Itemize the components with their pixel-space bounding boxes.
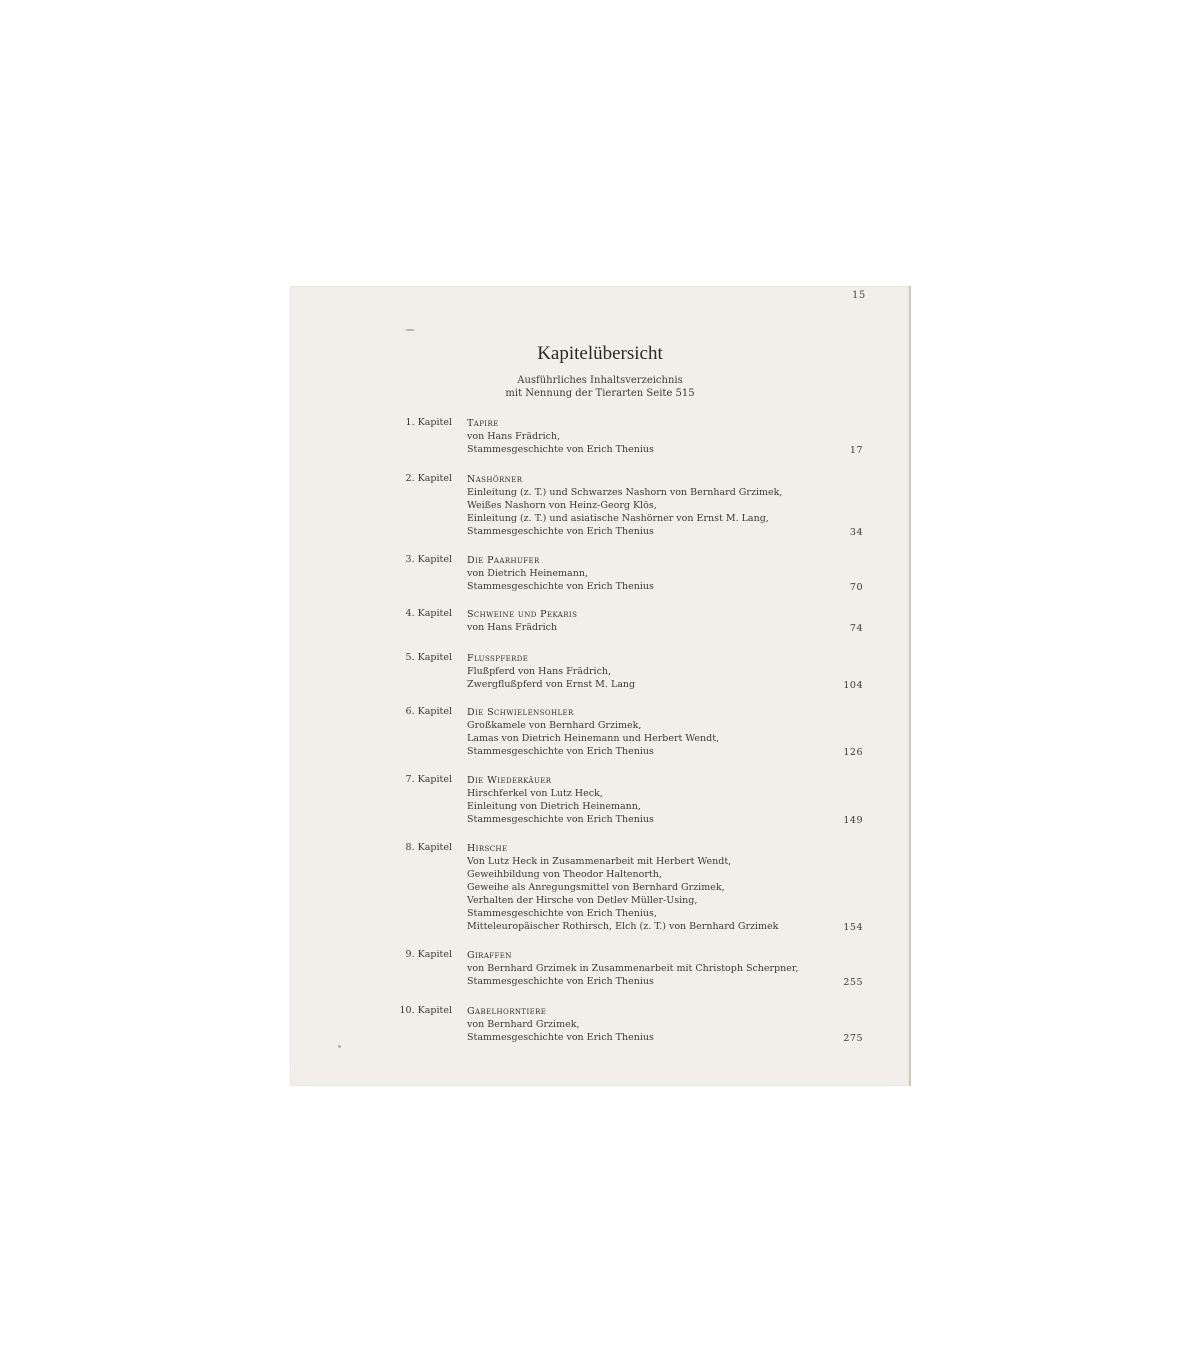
chapter-details bbox=[467, 1005, 847, 1044]
chapter-page-number: 17 bbox=[849, 445, 863, 456]
subtitle-line: mit Nennung der Tierarten Seite 515 bbox=[505, 388, 695, 399]
chapter-label: 8. Kapitel bbox=[405, 842, 452, 853]
chapter-label: 7. Kapitel bbox=[405, 774, 452, 785]
chapter-page-number: 126 bbox=[843, 747, 863, 758]
chapter-page-number: 34 bbox=[849, 527, 863, 538]
chapter-page-number: 154 bbox=[843, 922, 863, 933]
chapter-author-line: Zwergflußpferd von Ernst M. Lang bbox=[467, 679, 636, 690]
paper-speck bbox=[405, 329, 415, 331]
chapter-heading: Die Schwielensohler bbox=[467, 707, 574, 718]
chapter-details bbox=[467, 652, 847, 691]
chapter-details bbox=[467, 842, 847, 933]
chapter-author-line: Stammesgeschichte von Erich Thenius bbox=[467, 976, 654, 987]
chapter-author-line: Verhalten der Hirsche von Detlev Müller-Using, bbox=[467, 895, 698, 906]
chapter-label: 4. Kapitel bbox=[405, 608, 452, 619]
chapter-author-line: von Dietrich Heinemann, bbox=[467, 568, 588, 579]
chapter-author-line: von Hans Frädrich bbox=[467, 622, 558, 633]
chapter-details bbox=[467, 949, 847, 988]
chapter-details bbox=[467, 774, 847, 826]
chapter-author-line: Einleitung (z. T.) und Schwarzes Nashorn von Bernhard Grzimek, bbox=[467, 487, 783, 498]
chapter-author-line: Stammesgeschichte von Erich Thenius bbox=[467, 814, 654, 825]
chapter-author-line: Stammesgeschichte von Erich Thenius bbox=[467, 444, 654, 455]
chapter-label: 5. Kapitel bbox=[405, 652, 452, 663]
chapter-heading: Die Wiederkäuer bbox=[467, 775, 552, 786]
chapter-label: 1. Kapitel bbox=[405, 417, 452, 428]
page-number: 15 bbox=[852, 290, 866, 301]
chapter-heading: Hirsche bbox=[467, 843, 508, 854]
subtitle-line: Ausführliches Inhaltsverzeichnis bbox=[517, 375, 683, 386]
chapter-author-line: Lamas von Dietrich Heinemann und Herbert Wendt, bbox=[467, 733, 720, 744]
page-edge bbox=[909, 286, 911, 1086]
chapter-author-line: Von Lutz Heck in Zusammenarbeit mit Herbert Wendt, bbox=[467, 856, 732, 867]
chapter-author-line: Weißes Nashorn von Heinz-Georg Klös, bbox=[467, 500, 657, 511]
table-of-contents bbox=[290, 286, 909, 1086]
chapter-author-line: Einleitung von Dietrich Heinemann, bbox=[467, 801, 641, 812]
chapter-heading: Flusspferde bbox=[467, 653, 529, 664]
book-page bbox=[290, 286, 909, 1086]
chapter-author-line: von Bernhard Grzimek in Zusammenarbeit mit Christoph Scherpner, bbox=[467, 963, 799, 974]
chapter-heading: Schweine und Pekaris bbox=[467, 609, 578, 620]
chapter-page-number: 70 bbox=[849, 582, 863, 593]
chapter-page-number: 255 bbox=[843, 977, 863, 988]
page-title: Kapitelübersicht bbox=[537, 343, 663, 364]
chapter-label: 3. Kapitel bbox=[405, 554, 452, 565]
chapter-author-line: Hirschferkel von Lutz Heck, bbox=[467, 788, 603, 799]
chapter-heading: Gabelhorntiere bbox=[467, 1006, 547, 1017]
chapter-author-line: Geweihbildung von Theodor Haltenorth, bbox=[467, 869, 662, 880]
chapter-author-line: Großkamele von Bernhard Grzimek, bbox=[467, 720, 642, 731]
chapter-author-line: Stammesgeschichte von Erich Thenius bbox=[467, 526, 654, 537]
chapter-heading: Giraffen bbox=[467, 950, 512, 961]
chapter-details bbox=[467, 554, 847, 593]
chapter-author-line: Stammesgeschichte von Erich Thenius bbox=[467, 746, 654, 757]
chapter-page-number: 74 bbox=[849, 623, 863, 634]
chapter-heading: Nashörner bbox=[467, 474, 523, 485]
chapter-page-number: 104 bbox=[843, 680, 863, 691]
chapter-details bbox=[467, 706, 847, 758]
chapter-author-line: Einleitung (z. T.) und asiatische Nashörner von Ernst M. Lang, bbox=[467, 513, 769, 524]
chapter-details bbox=[467, 608, 847, 634]
chapter-page-number: 149 bbox=[843, 815, 863, 826]
chapter-heading: Tapire bbox=[467, 418, 499, 429]
chapter-author-line: Stammesgeschichte von Erich Thenius bbox=[467, 1032, 654, 1043]
chapter-page-number: 275 bbox=[843, 1033, 863, 1044]
chapter-label: 9. Kapitel bbox=[405, 949, 452, 960]
paper-speck bbox=[338, 1045, 341, 1048]
chapter-label: 10. Kapitel bbox=[399, 1005, 452, 1016]
chapter-author-line: Stammesgeschichte von Erich Thenius bbox=[467, 581, 654, 592]
chapter-label: 2. Kapitel bbox=[405, 473, 452, 484]
chapter-author-line: von Bernhard Grzimek, bbox=[467, 1019, 580, 1030]
chapter-label: 6. Kapitel bbox=[405, 706, 452, 717]
chapter-details bbox=[467, 473, 847, 538]
chapter-author-line: Geweihe als Anregungsmittel von Bernhard Grzimek, bbox=[467, 882, 725, 893]
chapter-author-line: Stammesgeschichte von Erich Thenius, bbox=[467, 908, 657, 919]
chapter-author-line: von Hans Frädrich, bbox=[467, 431, 561, 442]
chapter-details bbox=[467, 417, 847, 456]
chapter-heading: Die Paarhufer bbox=[467, 555, 540, 566]
chapter-author-line: Mitteleuropäischer Rothirsch, Elch (z. T.) von Bernhard Grzimek bbox=[467, 921, 779, 932]
chapter-author-line: Flußpferd von Hans Frädrich, bbox=[467, 666, 612, 677]
